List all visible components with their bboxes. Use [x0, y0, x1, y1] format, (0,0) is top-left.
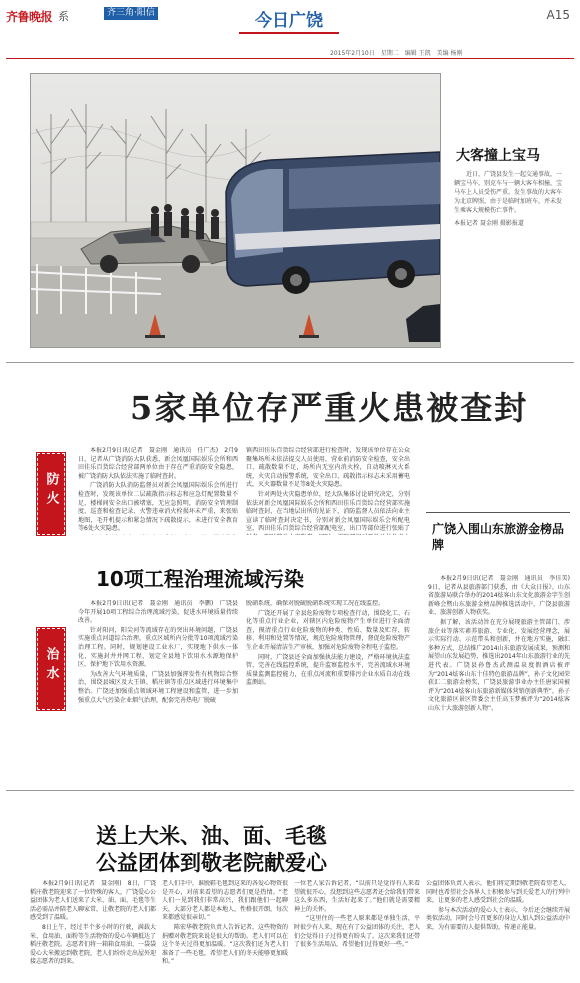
- bus-car-crash-image: [31, 74, 440, 347]
- dateline: 2015年2月10日 星期二 编辑 王凯 美编 杨刚: [330, 50, 463, 57]
- story4-headline-line2: 公益团体到敬老院献爱心: [96, 851, 327, 875]
- masthead: [0, 0, 580, 34]
- story1-paragraph: 镇西田佳乐百货综合经营部进行检查时，发现该单位存在公众聚集场所未依法提交人员使用，营业前消防安全检查，安全出口、疏散数量不足，场所内无室内消火栓，自动喷淋灭火系统，火灾自动报警系统，安全出口、疏散指示标志未采用蓄电式，灭火器数量不足等8处火灾隐患。: [246, 447, 410, 489]
- photo-story-title: 大客撞上宝马: [456, 148, 540, 164]
- story2-paragraph: 为改善大气环境质量，广饶县加强挥发性有机物综合整治，围绕县城区及大王镇、稻庄镇等重点区域进行环境集中整治。广饶还加强重点领域环境工程建设和监管，进一步加强重点大气污染企业烟气治理，配套完善热电厂脱硫: [78, 670, 238, 704]
- section-divider: [6, 790, 574, 791]
- story2-column-1: [78, 600, 238, 706]
- story2-column-2: [246, 600, 410, 689]
- story4-column-4: [426, 880, 570, 934]
- header-divider: [6, 58, 574, 59]
- sidebar-divider: [426, 512, 570, 513]
- story2-paragraph: 广饶还开展了全县危险废物专项检查行动，围绕化工、石化等重点行业企业，对辖区内危险废物产生单位进行全面清查，摸清重点行业危险废物的种类、性质、数量及贮存、转移、利用和处置等情况，规范危险废物管理，督促危险废物产生企业开展清洁生产审核，加强对危险废物全程电子监控。: [246, 609, 410, 651]
- story4-headline-line1: 送上大米、油、面、毛毯: [96, 824, 327, 848]
- story3-body: [428, 575, 570, 715]
- story4-paragraph: “这里住的一些老人原来都是单独生活，平时很少有人来，现在有了公益团体的关注，老人们会觉得日子过得更有盼头了。这次来我们还带了很多生活用品，希望他们过得更好一些。”: [294, 915, 420, 949]
- story2-paragraph: 脱硝系统，确保对脱硫脱硝系统实现工况在线监控。: [246, 600, 385, 607]
- photo-story-body: 近日，广饶县发生一起交通事故，一辆宝马车，别克车与一辆大客车相撞，宝马车上人员受伤严重。发生事故的大客车为北京牌照，由于是临时加班车，并未发生乘客大规模伤亡事件。: [454, 171, 563, 214]
- story2-tag-water: 治水: [37, 628, 65, 710]
- section-divider: [6, 362, 574, 363]
- story2-paragraph: 同时，广饶县还全面加强执法能力建设，严格环境执法监管，完善在线监控系统，提升监察监控水平，完善流域水环境质量监测监控能力，在重点河流和重要排污企业水质自动在线监测站。: [246, 653, 410, 687]
- page-number: A15: [546, 8, 570, 22]
- accident-photo: [30, 73, 441, 348]
- story4-paragraph: 老人们手中，谁脱鞋毛毯到这来的各爱心物资很是开心，对前来看望的志愿者们更是热情。“老人们一见到我们非常高兴，我们跟他们一起聊天，大部分老人都是本地人，性格很开朗，每次来都感觉很亲切。”: [162, 880, 288, 922]
- story3-headline: 广饶入围山东旅游金榜品牌: [432, 522, 565, 552]
- edition-badge: 齐三角·阳信: [104, 7, 158, 20]
- story2-paragraph: 针对阳河，阳尖河等流域存在的突出环境问题，广饶县实施重点河道综合治理，重点区域所内分批等10项流域污染治理工程。同时，规划建设工业水厂，实现地下供水一体化，实施封井并网工程，划定全县地下饮用水水源地保护区，保护地下饮用水资源。: [78, 626, 238, 669]
- story3-paragraph: 本报2月9日讯(记者 聂金刚 通讯员 李佳美) 9日，记者从县旅游部门获悉，由《大众日报》、山东省旅游局联合举办的2014炫客山东文化旅游金字生创新峰会暨山东旅游金榜品牌推选活动中，广饶县旅游业、旅游创新人物获奖。: [428, 575, 570, 617]
- story1-paragraph: 本报2月9日讯(记者 聂金刚 通讯员 任广杰) 2月9日，记者从广饶消防大队获悉，新会凤凰国际娱乐会所和西田佳乐百货综合经营部两单位由于存在严重消防安全隐患，被广饶消防大队依法实施了临时查封。: [78, 447, 238, 480]
- story1-column-2: [246, 447, 410, 535]
- brand-suffix: 系: [58, 10, 69, 23]
- story4-column-3: [294, 880, 420, 951]
- story4-column-2: [162, 880, 288, 968]
- story4-paragraph: 参与本次活动的爱心人士表示，今后还会继续开展类似活动，同时会号召更多的身边人加入到公益活动中来，为有需要的人提供帮助，传递正能量。: [426, 906, 570, 931]
- story4-paragraph: 本报2月9日讯(记者 聂金刚) 8日，广饶稻庄敬老院迎来了一位特殊的客人，广饶爱心公益团体为老人们送来了大米、油、面、毛毯等生活必需品并陪老人聊家常，让敬老院的老人们都感受到了温暖。: [30, 880, 156, 922]
- story4-column-1: [30, 880, 156, 968]
- story1-paragraph: 针对两处火灾隐患单位，经大队集体讨论研究决定，分别依法对新会凤凰国际娱乐会所和西田佳乐百货综合经营部实施临时查封，在当地层出所的见证下，消防监督人员依法向业主宣读了临时查封决定书，分别对新会凤凰国际娱乐会所配电室，西田佳乐百货综合经营部配电室，出口等部位进行张贴了: [246, 490, 410, 533]
- story4-paragraph: 一位老人家告诉记者，“以前只是觉得有人来看望就很开心，没想到这些志愿者还会给我们带来这么多东西，生活好起来了。”他们就是需要精神上的关怀。: [294, 880, 420, 913]
- story4-paragraph: 8日上午，经过半个多小时的行驶，满载大米、食用油、面粉等生活物资的爱心车辆抵达了稻庄敬老院。志愿者们将一箱箱食用油、一袋袋爱心大米搬运到敬老院，老人们纷纷走出屋外迎接志愿者的到来。: [30, 923, 156, 966]
- story1-headline: 5家单位存严重火患被查封: [130, 389, 529, 427]
- story1-tag-fire: 防火: [37, 453, 65, 535]
- story1-column-1: [78, 447, 238, 535]
- story1-paragraph: 广饶消防大队消防监督员对新会凤凰国际娱乐会所进行检查时，发现该单位二层疏散指示标志和应急灯配置数量不足，楼梯间安全出口被堵塞，无应急照明，消防安全管理制度、巡查和检查记录、火警违章消火栓损坏未严重，来张贴地图，毛开机提示和紧急情况下疏散提示，未进行安全教育等6处火灾隐患。: [78, 482, 238, 533]
- story2-paragraph: 本报2月9日讯(记者 聂金刚 通讯员 李鹏) 广饶县今年开展10项工程综合治理流域污染，促进水环境质量持续改善。: [78, 600, 238, 625]
- section-title: 今日广饶: [239, 6, 339, 34]
- story3-paragraph: 据了解，该活动旨在充分展现旅游主管部门、涉旅企业等落实素养旅游、专业化、发展经营理念，展示实际行动、示范带头和创新，并在地方实施，融汇多种方式，总结推广2014山东旅游发展成果，预测和展望山东发展趋势，推选出2014年山东旅游行业的先进代表。广饶县孙鲁杰武测温泉度假酒店被评为“2014炫客山东十佳特色旅游品牌”，孙子文化园荣获汇二旅游金榜奖，广饶县旅游事业办主任唐家国被评为“2014炫客山东旅游新媒体营销创新典型”，孙子文化旅游区景区管委会主任高玉梦被评为“2014炫客山东十大旅游创新人物”。: [428, 618, 570, 712]
- photo-credit: 本报记者 聂金刚 摄影报道: [454, 220, 524, 227]
- photo-story-caption: [454, 170, 566, 228]
- story4-paragraph: 公益团体负责人表示，他们将定期到敬老院看望老人，同时也希望社会各界人士积极参与到关爱老人的行列中来，让更多的老人感受到社会的温暖。: [426, 880, 570, 905]
- newspaper-brand: 齐鲁晚报: [6, 10, 53, 24]
- story2-headline: 10项工程治理流域污染: [96, 567, 304, 591]
- story4-paragraph: 陈宏华敬老院负责人告诉记者，这些物资的捐赠对敬老院来说是很大的帮助。老人们可以在这个冬天过得更加温暖。“这次我们还为老人们准备了一些毛毯，希望老人们的冬天能够更加暖和。”: [162, 923, 288, 966]
